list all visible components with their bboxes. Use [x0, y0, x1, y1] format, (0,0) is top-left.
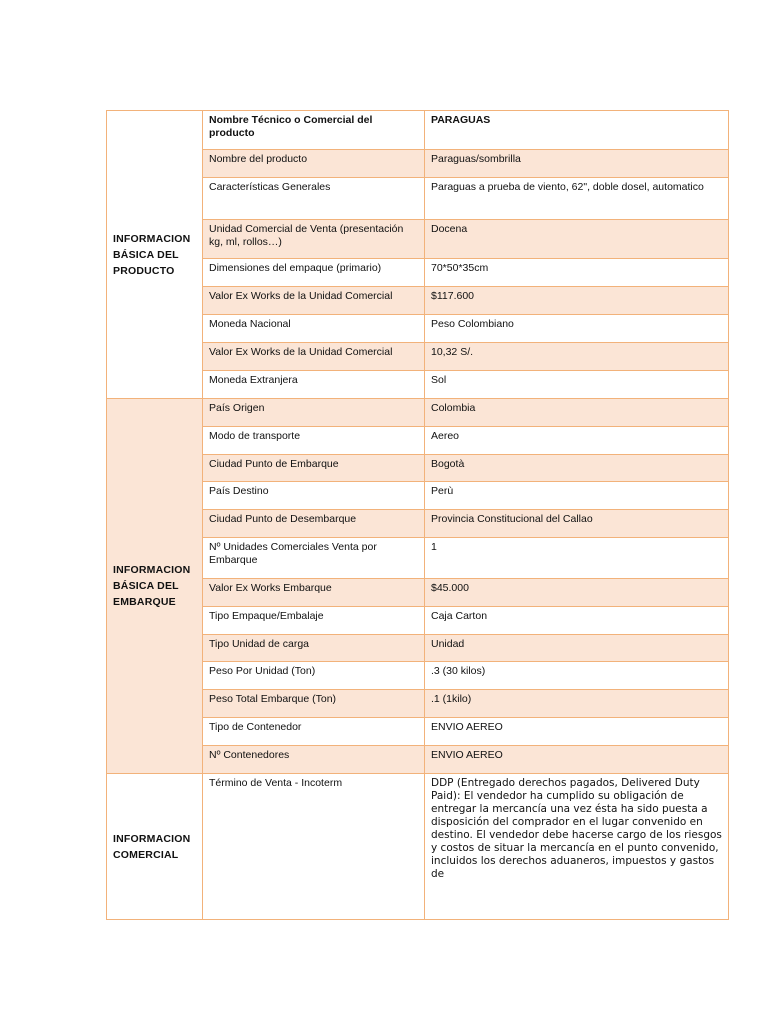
table-row — [107, 774, 729, 920]
field-value: Peso Colombiano — [425, 315, 729, 343]
field-value: .1 (1kilo) — [425, 690, 729, 718]
export-info-table — [106, 110, 729, 920]
field-value: 10,32 S/. — [425, 343, 729, 371]
field-name: Peso Total Embarque (Ton) — [203, 690, 425, 718]
field-name: País Origen — [203, 399, 425, 427]
field-value: Provincia Constitucional del Callao — [425, 510, 729, 538]
field-value: PARAGUAS — [425, 111, 729, 150]
section-label-producto: INFORMACION BÁSICA DEL PRODUCTO — [107, 111, 203, 399]
field-value: Docena — [425, 220, 729, 259]
field-value: Colombia — [425, 399, 729, 427]
field-name: Valor Ex Works de la Unidad Comercial — [203, 343, 425, 371]
field-value: 70*50*35cm — [425, 259, 729, 287]
incoterm-description: DDP (Entregado derechos pagados, Delivered Duty Paid): El vendedor ha cumplido su obligación de entregar la mercancía una vez ésta ha sido puesta a disposición del comprador en el lugar convenido en destino. El vendedor debe hacerse cargo de los riesgos y costos de situar la mercancía en el punto convenido, incluidos los derechos aduaneros, impuestos y gastos de — [425, 774, 729, 920]
field-name: Peso Por Unidad (Ton) — [203, 662, 425, 690]
field-name: Moneda Nacional — [203, 315, 425, 343]
field-name: País Destino — [203, 482, 425, 510]
field-value: ENVIO AEREO — [425, 718, 729, 746]
field-value: 1 — [425, 538, 729, 579]
field-name: Ciudad Punto de Desembarque — [203, 510, 425, 538]
field-value: Paraguas a prueba de viento, 62", doble dosel, automatico — [425, 178, 729, 220]
field-name: Valor Ex Works Embarque — [203, 579, 425, 607]
field-name: Tipo Unidad de carga — [203, 635, 425, 662]
field-name: Valor Ex Works de la Unidad Comercial — [203, 287, 425, 315]
field-value: $45.000 — [425, 579, 729, 607]
section-label-embarque: INFORMACION BÁSICA DEL EMBARQUE — [107, 399, 203, 774]
field-name: Unidad Comercial de Venta (presentación kg, ml, rollos…) — [203, 220, 425, 259]
field-name: Tipo de Contenedor — [203, 718, 425, 746]
field-value: .3 (30 kilos) — [425, 662, 729, 690]
field-name: Nombre Técnico o Comercial del producto — [203, 111, 425, 150]
table-row — [107, 399, 729, 427]
field-value: Aereo — [425, 427, 729, 455]
field-name: Nº Contenedores — [203, 746, 425, 774]
field-name: Término de Venta - Incoterm — [203, 774, 425, 920]
field-name: Moneda Extranjera — [203, 371, 425, 399]
field-name: Ciudad Punto de Embarque — [203, 455, 425, 482]
field-name: Tipo Empaque/Embalaje — [203, 607, 425, 635]
field-name: Modo de transporte — [203, 427, 425, 455]
field-name: Nombre del producto — [203, 150, 425, 178]
field-value: ENVIO AEREO — [425, 746, 729, 774]
field-name: Características Generales — [203, 178, 425, 220]
field-value: Bogotà — [425, 455, 729, 482]
field-value: $117.600 — [425, 287, 729, 315]
field-value: Paraguas/sombrilla — [425, 150, 729, 178]
field-value: Caja Carton — [425, 607, 729, 635]
field-value: Unidad — [425, 635, 729, 662]
table-row — [107, 111, 729, 150]
field-name: Dimensiones del empaque (primario) — [203, 259, 425, 287]
section-label-comercial: INFORMACION COMERCIAL — [107, 774, 203, 920]
field-value: Perù — [425, 482, 729, 510]
field-value: Sol — [425, 371, 729, 399]
field-name: Nº Unidades Comerciales Venta por Embarque — [203, 538, 425, 579]
